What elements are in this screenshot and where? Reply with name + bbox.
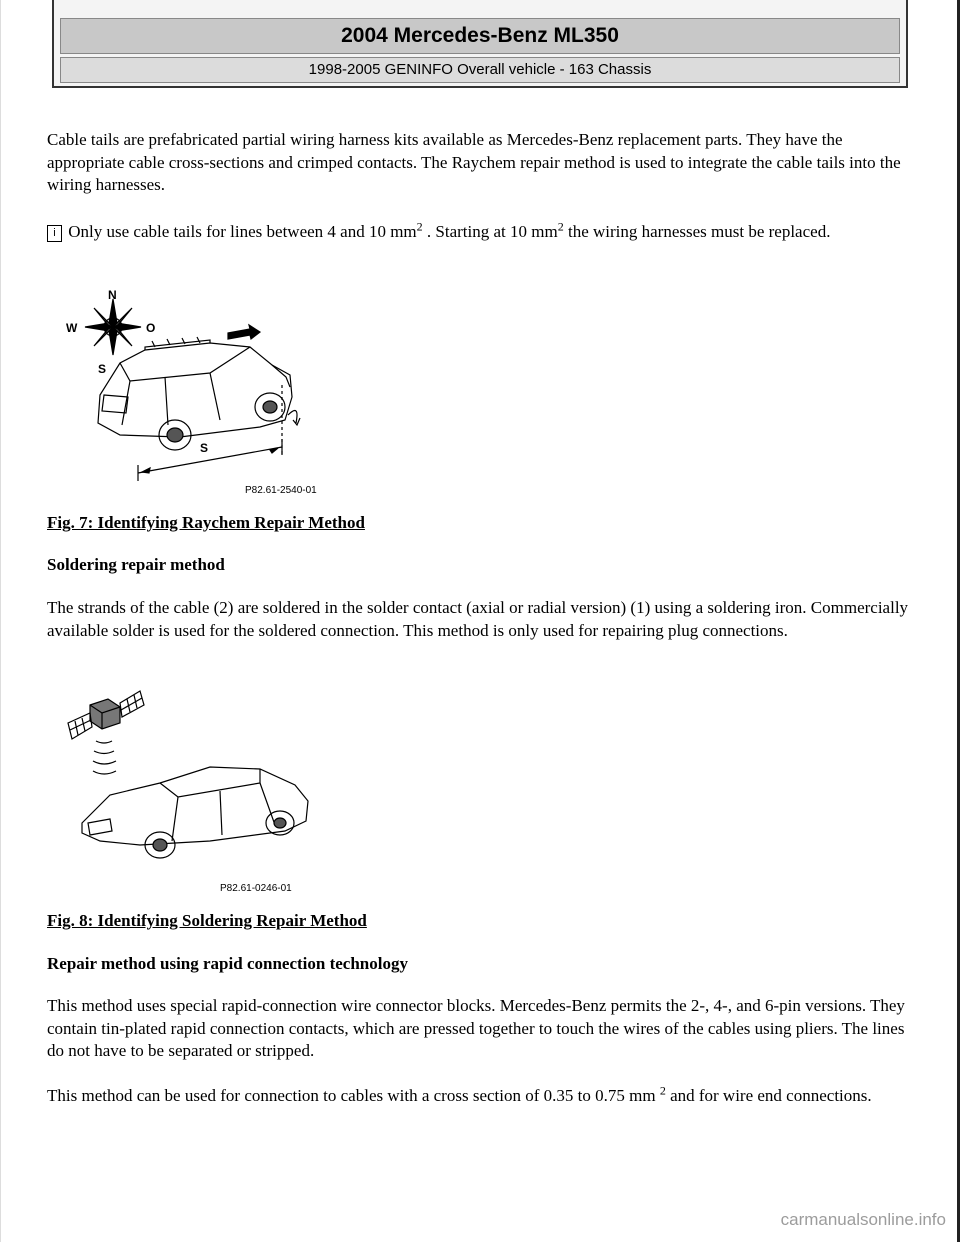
cross-section-paragraph: [47, 1085, 917, 1108]
figure-7-caption: Fig. 7: Identifying Raychem Repair Method: [47, 513, 365, 532]
header-subtitle: 1998-2005 GENINFO Overall vehicle - 163 Chassis: [60, 57, 900, 83]
info-note-icon: i: [47, 225, 62, 242]
page-header: [52, 0, 908, 88]
distance-s-label: S: [200, 441, 209, 455]
soldering-paragraph: The strands of the cable (2) are soldered in the solder contact (axial or radial version) (1) using a soldering iron. Commercially available solder is used for the soldered connection. This method is only used for repairing plug connections.: [47, 598, 909, 640]
header-title: 2004 Mercedes-Benz ML350: [60, 18, 900, 54]
note-text-1: Only use cable tails for lines between 4 and 10 mm: [68, 222, 417, 241]
figure-8-code: P82.61-0246-01: [220, 883, 292, 894]
compass-w-label: W: [66, 321, 78, 335]
figure-7-drawing: [60, 285, 380, 500]
note-sup-2: 2: [557, 219, 564, 234]
compass-n-label: N: [108, 288, 117, 302]
figure-8-soldering: [60, 683, 360, 898]
cross-text-1: This method can be used for connection to cables with a cross section of 0.35 to 0.75 mm: [47, 1086, 660, 1105]
figure-7-raychem: [60, 285, 380, 500]
figure-8-caption: Fig. 8: Identifying Soldering Repair Method: [47, 911, 367, 930]
cross-sup: 2: [659, 1083, 666, 1098]
page-left-edge: [0, 0, 1, 1242]
figure-8-drawing: [60, 683, 360, 898]
soldering-heading: Soldering repair method: [47, 555, 225, 574]
compass-o-label: O: [146, 321, 156, 335]
note-paragraph: [47, 221, 917, 244]
cable-tails-paragraph: [47, 129, 917, 197]
figure-7-code: P82.61-2540-01: [245, 485, 317, 496]
cable-tails-text: Cable tails are prefabricated partial wiring harness kits available as Mercedes-Benz replacement parts. They have the appropriate cable cross-sections and crimped contacts. The Raychem repair method is used to integrate the cable tails into the wiring harnesses.: [47, 130, 901, 194]
watermark-text: carmanualsonline.info: [780, 1210, 946, 1229]
rapid-heading: Repair method using rapid connection technology: [47, 954, 408, 973]
note-sup-1: 2: [416, 219, 423, 234]
rapid-paragraph: This method uses special rapid-connection wire connector blocks. Mercedes-Benz permits the 2-, 4-, and 6-pin versions. They contain tin-plated rapid connection contacts, which are pressed together to touch the wires of the cables using pliers. The lines do not have to be separated or stripped.: [47, 996, 905, 1060]
cross-text-2: and for wire end connections.: [665, 1086, 872, 1105]
note-text-3: the wiring harnesses must be replaced.: [563, 222, 831, 241]
compass-s-label: S: [98, 362, 107, 376]
note-text-2: . Starting at 10 mm: [422, 222, 558, 241]
